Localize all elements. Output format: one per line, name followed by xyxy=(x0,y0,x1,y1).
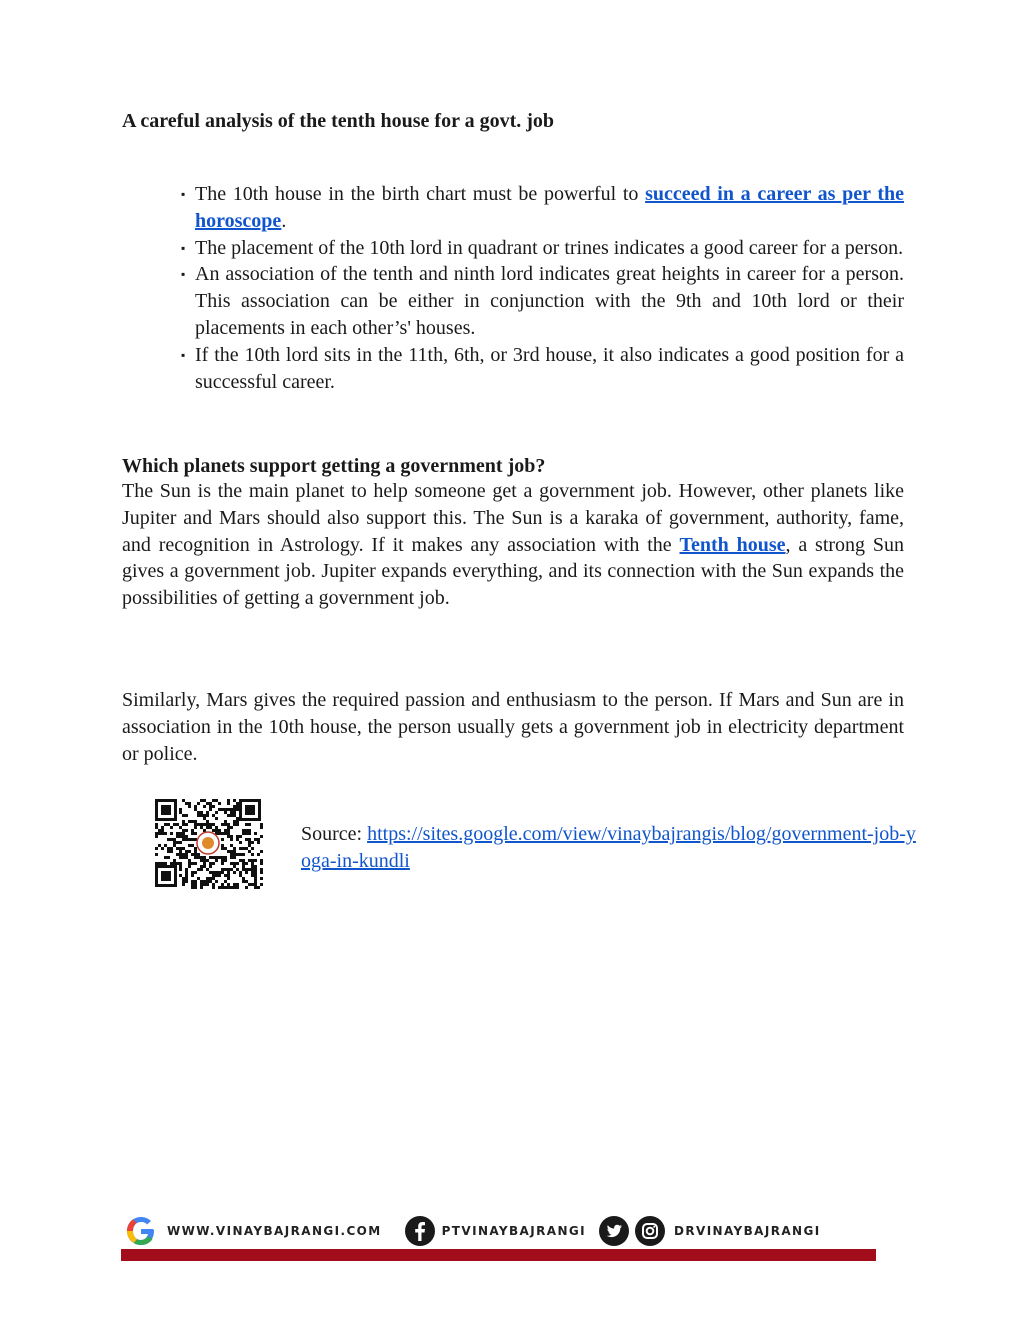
career-points-list xyxy=(163,181,904,395)
square-bullet-icon: ▪ xyxy=(181,267,186,282)
list-item-text: An association of the tenth and ninth lord indicates great heights in career for a person. This association can be either in conjunction with the 9th and 10th lord or their placements in each other’s' houses. xyxy=(195,263,904,339)
facebook-icon[interactable] xyxy=(404,1215,436,1247)
source-url-link[interactable]: https://sites.google.com/view/vinaybajrangis/blog/government-job-yoga-in-kundli xyxy=(301,823,916,872)
paragraph-text-after: , a strong Sun gives a government job. Jupiter expands everything, and its connection with the Sun expands the possibilities of getting a government job. xyxy=(122,533,904,610)
social-handle-text[interactable]: DRVINAYBAJRANGI xyxy=(674,1224,821,1238)
square-bullet-icon: ▪ xyxy=(181,240,186,255)
square-bullet-icon: ▪ xyxy=(181,347,186,362)
qr-code-icon xyxy=(153,797,263,889)
twitter-icon[interactable] xyxy=(598,1215,630,1247)
footer-red-bar xyxy=(121,1249,876,1261)
list-item xyxy=(163,181,904,235)
planets-paragraph xyxy=(122,478,904,612)
facebook-handle-text[interactable]: PTVINAYBAJRANGI xyxy=(441,1224,586,1238)
section-subheading: Which planets support getting a government job? xyxy=(122,455,546,477)
instagram-icon[interactable] xyxy=(634,1215,666,1247)
list-item-text: If the 10th lord sits in the 11th, 6th, or 3rd house, it also indicates a good position for a successful career. xyxy=(195,343,904,393)
page-heading: A careful analysis of the tenth house for a govt. job xyxy=(122,110,555,132)
website-text[interactable]: WWW.VINAYBAJRANGI.COM xyxy=(167,1224,382,1238)
list-item-text-before: The 10th house in the birth chart must be powerful to xyxy=(195,183,646,205)
footer-banner xyxy=(121,1213,876,1261)
list-item xyxy=(163,261,904,341)
square-bullet-icon: ▪ xyxy=(181,187,186,201)
footer-contacts xyxy=(121,1213,876,1249)
source-line xyxy=(301,821,921,875)
tenth-house-link[interactable]: Tenth house xyxy=(679,533,786,556)
paragraph-text-before: The Sun is the main planet to help someone get a government job. However, other planets like Jupiter and Mars should also support this. The Sun is a karaka of government, authority, fame, and recognition in Astrology. If it makes any association with the xyxy=(122,480,904,556)
google-icon xyxy=(123,1215,159,1247)
list-item xyxy=(163,235,904,262)
list-item-text-after: . xyxy=(281,209,287,232)
list-item xyxy=(163,342,904,396)
mars-paragraph: Similarly, Mars gives the required passion and enthusiasm to the person. If Mars and Sun are in association in the 10th house, the person usually gets a government job in electricity department or police. xyxy=(122,689,904,765)
list-item-text: The placement of the 10th lord in quadrant or trines indicates a good career for a person. xyxy=(195,236,904,259)
career-horoscope-link[interactable]: succeed in a career as per the horoscope xyxy=(195,183,905,232)
source-label: Source: xyxy=(301,823,368,845)
